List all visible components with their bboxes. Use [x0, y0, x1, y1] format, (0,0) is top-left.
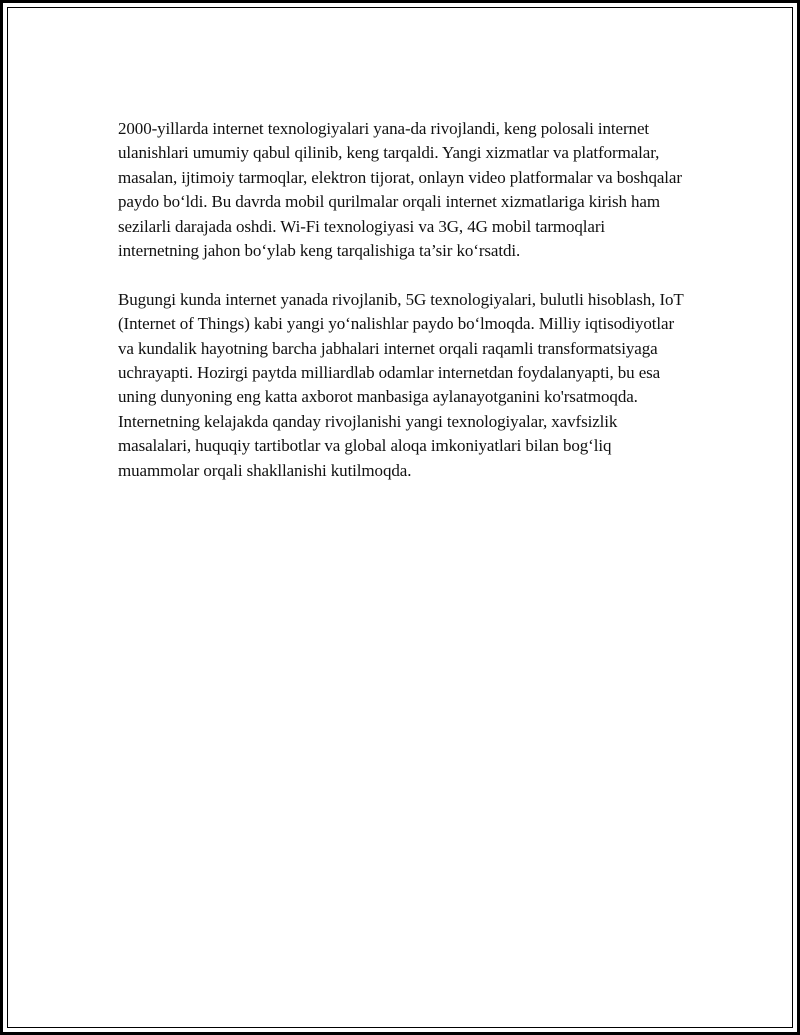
paragraph-internet-2000s: 2000-yillarda internet texnologiyalari yana-da rivojlandi, keng polosali internet ulanishlari umumiy qabul qilinib, keng tarqaldi. Yangi xizmatlar va platformalar, masalan, ijtimoiy tarmoqlar, elektron tijorat, onlayn video platformalar va boshqalar paydo bo‘ldi. Bu davrda mobil qurilmalar orqali internet xizmatlariga kirish ham sezilarli darajada oshdi. Wi-Fi texnologiyasi va 3G, 4G mobil tarmoqlari internetning jahon bo‘ylab keng tarqalishiga ta’sir ko‘rsatdi.	[118, 119, 682, 261]
paragraph-internet-today: Bugungi kunda internet yanada rivojlanib, 5G texnologiyalari, bulutli hisoblash, IoT (Internet of Things) kabi yangi yo‘nalishlar paydo bo‘lmoqda. Milliy iqtisodiyotlar va kundalik hayotning barcha jabhalari internet orqali raqamli transformatsiyaga uchrayapti. Hozirgi paytda milliardlab odamlar internetdan foydalanyapti, bu esa uning dunyoning eng katta axborot manbasiga aylanayotganini ko'rsatmoqda. Internetning kelajakda qanday rivojlanishi yangi texnologiyalar, xavfsizlik masalalari, huquqiy tartibotlar va global aloqa imkoniyatlari bilan bog‘liq muammolar orqali shakllanishi kutilmoqda.	[118, 289, 684, 480]
document-body	[118, 117, 690, 483]
